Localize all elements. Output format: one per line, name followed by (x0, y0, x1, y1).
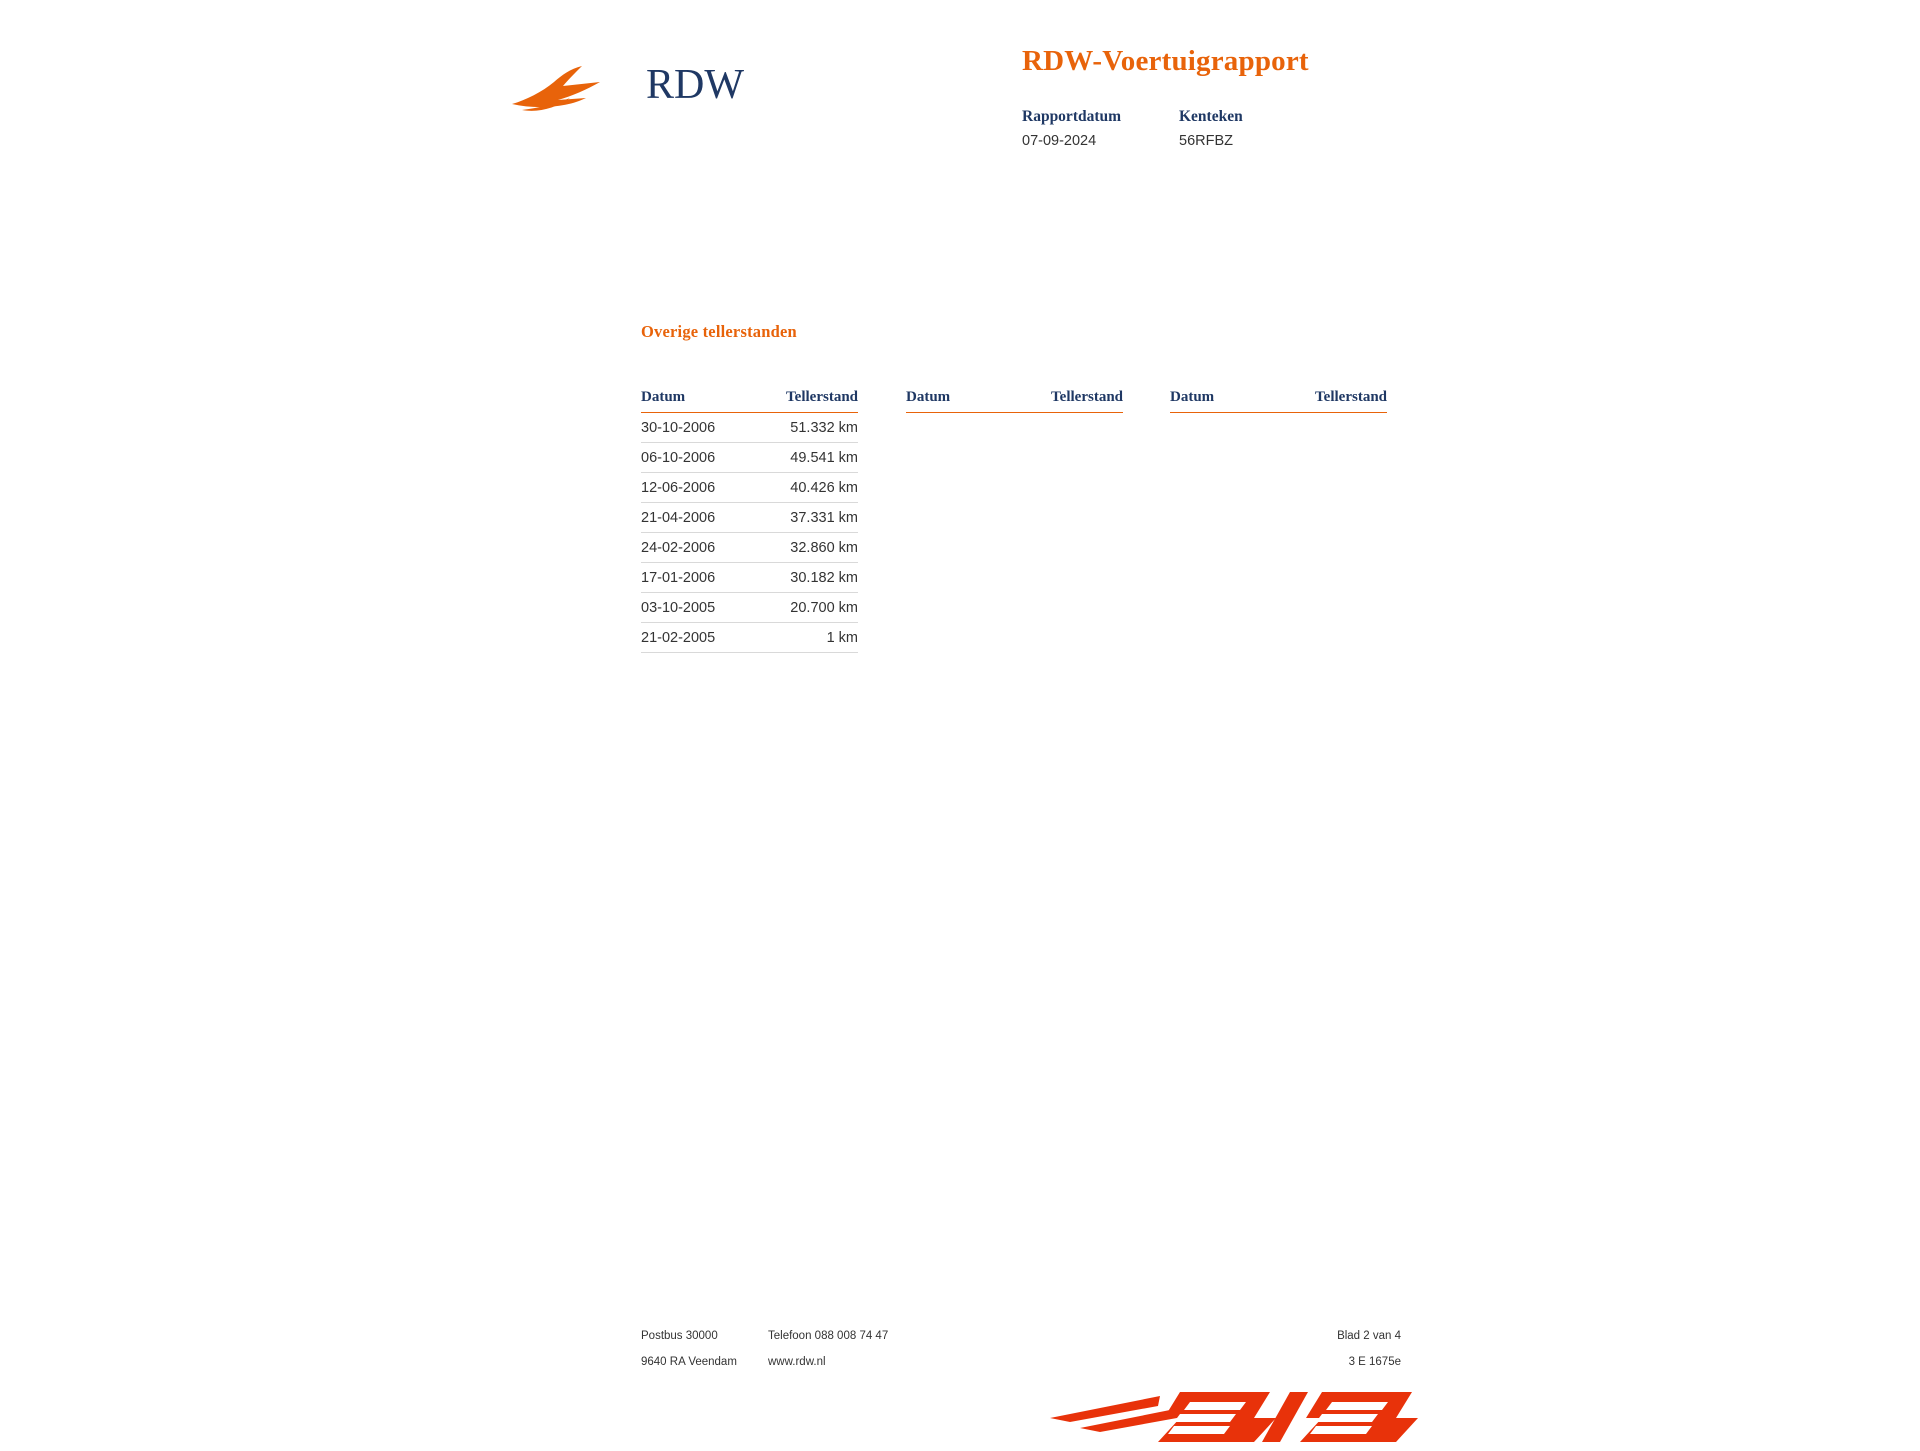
table-header-row (641, 389, 858, 413)
rdw-logo-text: RDW (646, 62, 744, 108)
cell-datum: 21-02-2005 (641, 623, 754, 653)
rdw-swoosh-icon (508, 60, 604, 116)
cell-datum: 21-04-2006 (641, 503, 754, 533)
cell-tellerstand: 49.541 km (754, 443, 858, 473)
footer-row-2 (641, 1356, 1401, 1382)
page-footer (641, 1330, 1401, 1382)
footer-page-number: Blad 2 van 4 (1337, 1330, 1401, 1342)
tellerstanden-table-2 (906, 389, 1123, 413)
cell-tellerstand: 30.182 km (754, 563, 858, 593)
footer-docref: 3 E 1675e (1348, 1356, 1401, 1368)
rdw-logo (508, 30, 768, 120)
cell-tellerstand: 1 km (754, 623, 858, 653)
cell-tellerstand: 37.331 km (754, 503, 858, 533)
meta-kenteken-value: 56RFBZ (1179, 133, 1233, 149)
cell-tellerstand: 20.700 km (754, 593, 858, 623)
column-header-datum: Datum (1170, 389, 1283, 413)
table-header-row (1170, 389, 1387, 413)
cell-tellerstand: 51.332 km (754, 413, 858, 443)
meta-kenteken-label: Kenteken (1179, 108, 1243, 125)
table-row (641, 413, 858, 443)
table-row (641, 503, 858, 533)
footer-postbus: Postbus 30000 (641, 1330, 718, 1342)
column-header-datum: Datum (641, 389, 754, 413)
cell-datum: 30-10-2006 (641, 413, 754, 443)
table-row (641, 623, 858, 653)
cell-datum: 06-10-2006 (641, 443, 754, 473)
cell-datum: 12-06-2006 (641, 473, 754, 503)
meta-kenteken (1179, 108, 1243, 149)
tellerstanden-table-1 (641, 389, 858, 653)
table-row (641, 533, 858, 563)
meta-rapportdatum-label: Rapportdatum (1022, 108, 1122, 125)
column-header-tellerstand: Tellerstand (1283, 389, 1387, 413)
meta-rapportdatum (1022, 108, 1121, 149)
cell-datum: 17-01-2006 (641, 563, 754, 593)
table-header-row (906, 389, 1123, 413)
footer-city: 9640 RA Veendam (641, 1356, 737, 1368)
rdw-footer-graphic-icon (1040, 1388, 1470, 1446)
cell-datum: 03-10-2005 (641, 593, 754, 623)
table-row (641, 593, 858, 623)
footer-telephone: Telefoon 088 008 74 47 (768, 1330, 889, 1342)
table-row (641, 473, 858, 503)
table-row (641, 443, 858, 473)
table-body-1 (641, 413, 858, 653)
cell-tellerstand: 40.426 km (754, 473, 858, 503)
page-title: RDW-Voertuigrapport (1022, 45, 1309, 77)
section-title-overige-tellerstanden: Overige tellerstanden (641, 322, 797, 341)
cell-datum: 24-02-2006 (641, 533, 754, 563)
cell-tellerstand: 32.860 km (754, 533, 858, 563)
column-header-datum: Datum (906, 389, 1019, 413)
footer-website[interactable]: www.rdw.nl (768, 1356, 826, 1368)
tellerstanden-table-3 (1170, 389, 1387, 413)
column-header-tellerstand: Tellerstand (754, 389, 858, 413)
column-header-tellerstand: Tellerstand (1019, 389, 1123, 413)
meta-rapportdatum-value: 07-09-2024 (1022, 133, 1097, 149)
table-row (641, 563, 858, 593)
footer-row-1 (641, 1330, 1401, 1356)
